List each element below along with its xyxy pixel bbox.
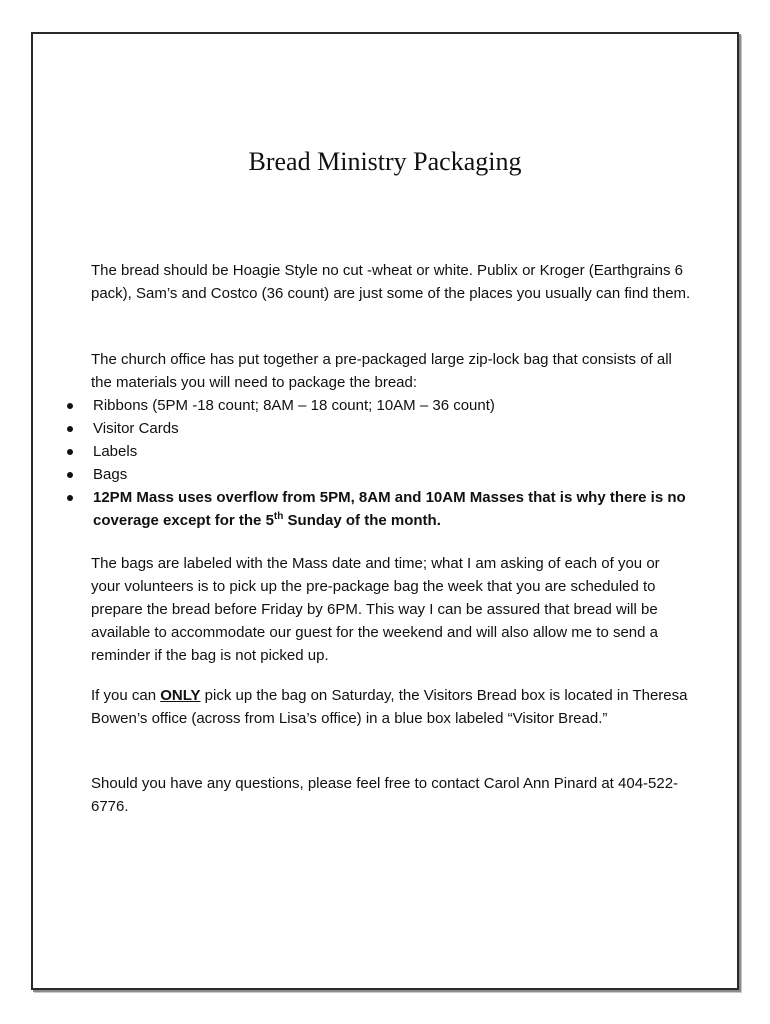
- list-item: [64, 440, 694, 463]
- bullet-icon: [67, 449, 73, 455]
- list-item: [64, 417, 694, 440]
- saturday-pickup-paragraph: [91, 684, 691, 730]
- list-item: [64, 394, 694, 417]
- saturday-text-end: pick up the bag on Saturday, the Visitors Bread box is located in Theresa Bowen’s office (across from Lisa’s office) in a blue box labeled “Visitor Bread.”: [91, 687, 688, 727]
- mass-note-text: 12PM Mass uses overflow from 5PM, 8AM and 10AM Masses that is why there is no coverage except for the 5: [93, 489, 686, 529]
- list-item-text: Visitor Cards: [93, 420, 179, 437]
- saturday-text-start: If you can: [91, 687, 161, 704]
- list-item: [64, 463, 694, 486]
- bullet-icon: [67, 495, 73, 501]
- list-item-text: Labels: [93, 443, 138, 460]
- materials-intro-paragraph: The church office has put together a pre-packaged large zip-lock bag that consists of all the materials you will need to package the bread:: [91, 351, 672, 391]
- pickup-instructions-paragraph: The bags are labeled with the Mass date and time; what I am asking of each of you or your volunteers is to pick up the pre-package bag the week that you are scheduled to prepare the bread before Friday by 6PM. This way I can be assured that bread will be available to accommodate our guest for the weekend and will also allow me to send a reminder if the bag is not picked up.: [91, 555, 660, 664]
- materials-list: [64, 394, 694, 532]
- document-title: Bread Ministry Packaging: [248, 147, 522, 176]
- bullet-icon: [67, 426, 73, 432]
- only-emphasis: ONLY: [160, 687, 201, 704]
- list-item-text: Ribbons (5PM -18 count; 8AM – 18 count; 10AM – 36 count): [93, 397, 495, 414]
- ordinal-superscript: th: [273, 511, 284, 522]
- contact-paragraph: Should you have any questions, please feel free to contact Carol Ann Pinard at 404-522-6776.: [91, 775, 679, 815]
- list-item-text: Bags: [93, 466, 128, 483]
- bullet-icon: [67, 472, 73, 478]
- bullet-icon: [67, 403, 73, 409]
- list-item-mass-note: [64, 486, 694, 532]
- bread-type-paragraph: The bread should be Hoagie Style no cut -wheat or white. Publix or Kroger (Earthgrains 6 pack), Sam’s and Costco (36 count) are just some of the places you usually can find them.: [91, 262, 691, 302]
- mass-note-text-end: Sunday of the month.: [283, 512, 441, 529]
